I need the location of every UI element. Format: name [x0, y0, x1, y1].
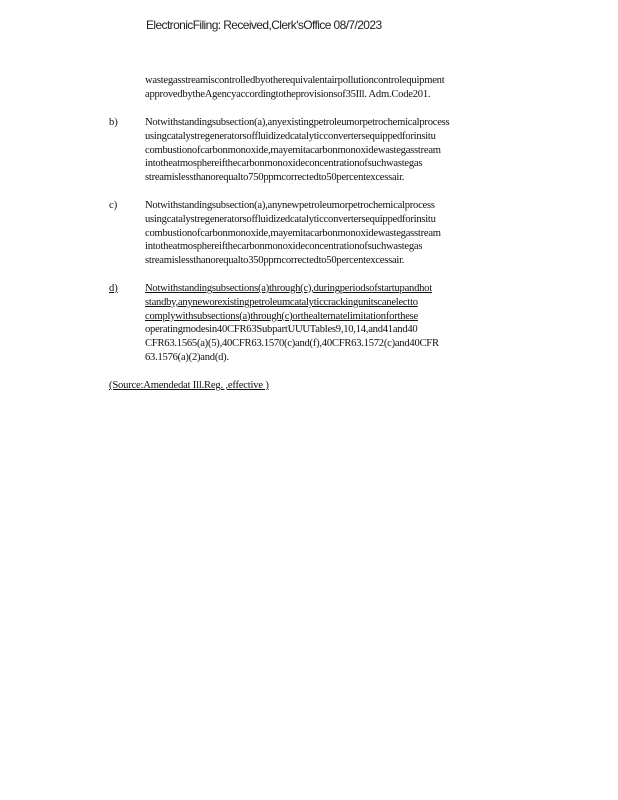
source-note: (Source:Amendedat Ill.Reg. ,effective )	[109, 380, 269, 391]
text-line: intotheatmosphereifthecarbonmonoxideconcentrationofsuchwastegas	[145, 158, 423, 170]
text-line: streamislessthanorequalto350ppmcorrectedto50percentexcessair.	[145, 255, 405, 267]
section-b-paragraph	[145, 116, 449, 185]
section-c-paragraph	[145, 199, 441, 268]
text-line: Notwithstandingsubsection(a),anynewpetroleumorpetrochemicalprocess	[145, 200, 435, 211]
filing-header: ElectronicFiling: Received,Clerk'sOffice 08/7/2023	[146, 18, 382, 32]
text-line: CFR63.1565(a)(5),40CFR63.1570(c)and(f),40CFR63.1572(c)and40CFR	[145, 338, 439, 350]
text-line: usingcatalystregeneratorsoffluidizedcatalyticconvertersequippedforinsitu	[145, 130, 436, 142]
section-label-b: b)	[109, 117, 118, 128]
text-line: complywithsubsections(a)through(c)orthealternatelimitationforthese	[145, 310, 418, 322]
intro-paragraph	[145, 74, 444, 102]
section-label-c: c)	[109, 200, 118, 211]
text-line: combustionofcarbonmonoxide,mayemitacarbonmonoxidewastegasstream	[145, 227, 441, 239]
text-line: intotheatmosphereifthecarbonmonoxideconcentrationofsuchwastegas	[145, 241, 423, 253]
text-line: combustionofcarbonmonoxide,mayemitacarbonmonoxidewastegasstream	[145, 144, 441, 156]
text-line: wastegasstreamiscontrolledbyotherequivalentairpollutioncontrolequipment	[145, 75, 445, 86]
text-line: Notwithstandingsubsections(a)through(c),duringperiodsofstartupandhot	[145, 283, 432, 294]
text-line: Notwithstandingsubsection(a),anyexistingpetroleumorpetrochemicalprocess	[145, 117, 450, 128]
text-line: approvedbytheAgencyaccordingtotheprovisionsof35Ill. Adm.Code201.	[145, 88, 431, 100]
section-d-paragraph	[145, 282, 439, 365]
section-label-d: d)	[109, 283, 118, 294]
text-line: streamislessthanorequalto750ppmcorrectedto50percentexcessair.	[145, 172, 405, 184]
text-line: 63.1576(a)(2)and(d).	[145, 351, 229, 363]
text-line: operatingmodesin40CFR63SubpartUUUTables9,10,14,and41and40	[145, 324, 418, 336]
text-line: standby,anyneworexistingpetroleumcatalyticcrackingunitscanelectto	[145, 296, 418, 308]
text-line: usingcatalystregeneratorsoffluidizedcatalyticconvertersequippedforinsitu	[145, 213, 436, 225]
